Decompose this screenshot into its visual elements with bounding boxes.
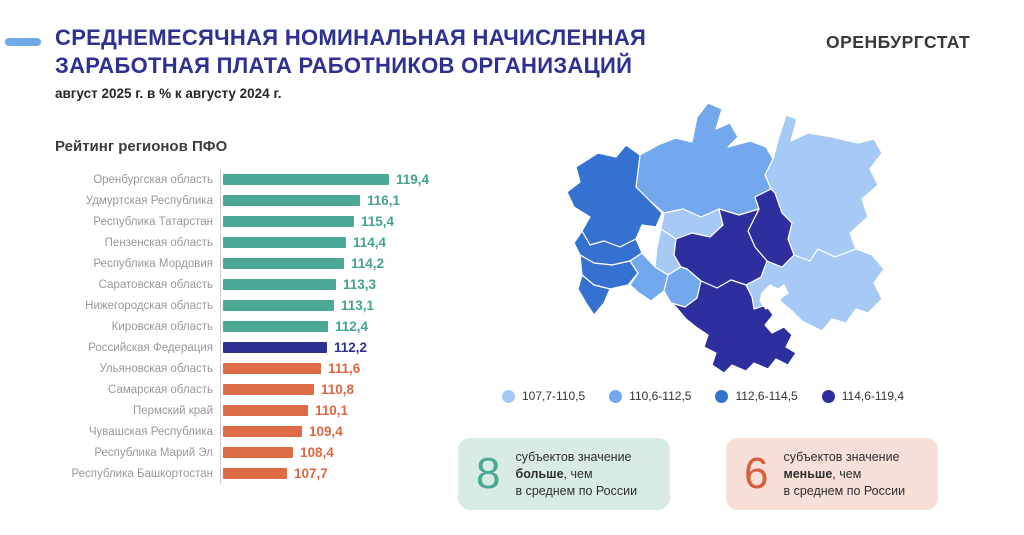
bar-label: Самарская область: [108, 383, 213, 396]
bar-track: [220, 274, 376, 295]
bar-label: Чувашская Республика: [88, 425, 213, 438]
legend-dot: [609, 390, 622, 403]
legend-item: [822, 389, 904, 403]
callout-above-line3: в среднем по России: [515, 483, 638, 498]
bar-row: [55, 274, 429, 295]
chart-title: Рейтинг регионов ПФО: [55, 138, 228, 155]
bar: [223, 195, 360, 206]
bar-row: [55, 379, 429, 400]
bar-track: [220, 232, 386, 253]
bar-value: 114,4: [353, 235, 387, 250]
bar-label: Удмуртская Республика: [85, 194, 213, 207]
bar-label: Оренбургская область: [93, 173, 213, 186]
bar-chart: [55, 169, 429, 484]
callout-above-average: [458, 438, 670, 510]
bar-row: [55, 400, 429, 421]
bar-track: [220, 358, 360, 379]
bar: [223, 300, 334, 311]
legend-dot: [502, 390, 515, 403]
title-line-2: ЗАРАБОТНАЯ ПЛАТА РАБОТНИКОВ ОРГАНИЗАЦИЙ: [55, 53, 633, 78]
bar-label: Республика Мордовия: [93, 257, 213, 270]
bar-row: [55, 211, 429, 232]
bar-row: [55, 421, 429, 442]
callout-above-line1: субъектов значение: [515, 449, 632, 464]
bar-track: [220, 169, 429, 190]
bar-track: [220, 400, 348, 421]
bar-label: Саратовская область: [98, 278, 213, 291]
bar-label: Ульяновская область: [99, 362, 213, 375]
legend-item: [609, 389, 691, 403]
bar-track: [220, 337, 367, 358]
bar: [223, 342, 327, 353]
bar: [223, 258, 344, 269]
callout-above-number: 8: [476, 449, 501, 498]
bar: [223, 426, 302, 437]
callout-above-text: [515, 449, 637, 500]
bar-label: Пензенская область: [104, 236, 213, 249]
bar-track: [220, 211, 394, 232]
legend-dot: [715, 390, 728, 403]
legend-label: 107,7-110,5: [522, 389, 586, 403]
bar-label: Кировская область: [111, 320, 213, 333]
callout-below-line2: меньше, чем: [783, 466, 862, 481]
callout-below-average: [726, 438, 938, 510]
bar: [223, 405, 308, 416]
bar-value: 113,3: [343, 277, 377, 292]
bar-row: [55, 169, 429, 190]
bar-label: Пермский край: [132, 404, 213, 417]
accent-dash: [5, 38, 41, 46]
bar: [223, 363, 321, 374]
pfo-map: [540, 95, 940, 387]
bar-value: 115,4: [361, 214, 395, 229]
bar-label: Республика Башкортостан: [71, 467, 213, 480]
title-line-1: СРЕДНЕМЕСЯЧНАЯ НОМИНАЛЬНАЯ НАЧИСЛЕННАЯ: [55, 25, 647, 50]
bar-value: 109,4: [309, 424, 343, 439]
bar-value: 119,4: [396, 172, 430, 187]
bar-value: 112,2: [334, 340, 368, 355]
bar-value: 116,1: [367, 193, 401, 208]
subtitle: август 2025 г. в % к августу 2024 г.: [55, 86, 282, 101]
bar-value: 110,8: [321, 382, 355, 397]
bar-row: [55, 463, 429, 484]
map-region-kirovskaya: [636, 103, 773, 217]
bar-label: Нижегородская область: [85, 299, 213, 312]
map-legend: [502, 389, 904, 403]
bar-track: [220, 442, 334, 463]
callout-below-number: 6: [744, 449, 769, 498]
bar: [223, 174, 389, 185]
bar-track: [220, 463, 328, 484]
bar: [223, 279, 336, 290]
callout-above-line2: больше, чем: [515, 466, 593, 481]
page-title: [55, 24, 646, 80]
bar: [223, 321, 328, 332]
bar: [223, 447, 293, 458]
bar-track: [220, 190, 400, 211]
bar-value: 111,6: [328, 361, 361, 376]
bar-label: Российская Федерация: [88, 341, 213, 354]
bar-row: [55, 316, 429, 337]
bar-track: [220, 316, 368, 337]
bar-value: 110,1: [315, 403, 349, 418]
bar: [223, 216, 354, 227]
bar-track: [220, 253, 384, 274]
bar-row: [55, 295, 429, 316]
orenburgstat-logo: ОРЕНБУРГСТАТ: [826, 32, 971, 52]
bar-value: 108,4: [300, 445, 334, 460]
bar-value: 114,2: [351, 256, 385, 271]
bar-track: [220, 379, 354, 400]
bar-row: [55, 337, 429, 358]
bar-label: Республика Марий Эл: [94, 446, 213, 459]
bar-value: 113,1: [341, 298, 375, 313]
callout-below-line1: субъектов значение: [783, 449, 900, 464]
callout-below-line3: в среднем по России: [783, 483, 906, 498]
bar-track: [220, 295, 374, 316]
bar-value: 112,4: [335, 319, 369, 334]
bar-row: [55, 190, 429, 211]
legend-item: [502, 389, 585, 403]
legend-dot: [822, 390, 835, 403]
bar: [223, 384, 314, 395]
bar-row: [55, 253, 429, 274]
bar: [223, 237, 346, 248]
bar-value: 107,7: [294, 466, 328, 481]
bar-row: [55, 232, 429, 253]
bar-track: [220, 421, 343, 442]
bar-row: [55, 442, 429, 463]
callout-below-text: [783, 449, 905, 500]
bar-row: [55, 358, 429, 379]
legend-label: 114,6-119,4: [841, 389, 905, 403]
bar-label: Республика Татарстан: [93, 215, 213, 228]
legend-label: 112,6-114,5: [735, 389, 798, 403]
legend-label: 110,6-112,5: [629, 389, 692, 403]
bar: [223, 468, 287, 479]
legend-item: [715, 389, 797, 403]
